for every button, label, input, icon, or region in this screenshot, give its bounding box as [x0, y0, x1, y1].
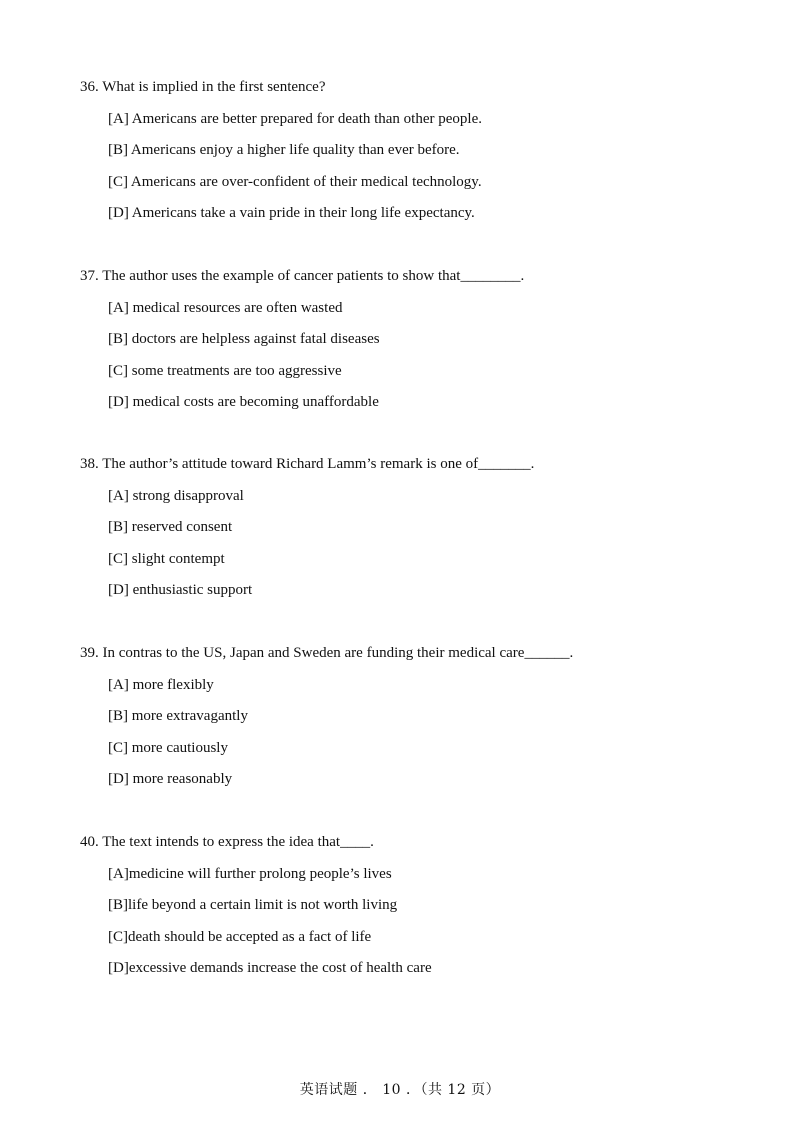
- question-tail: .: [530, 456, 535, 472]
- question-text: In contras to the US, Japan and Sweden are funding their medical care: [102, 645, 525, 661]
- option-list: [80, 298, 760, 413]
- question-38: [80, 454, 760, 600]
- question-stem: [80, 454, 760, 474]
- page-footer: 英语试题 ． 10 ．（共 12 页）: [299, 1082, 501, 1098]
- question-text: The author uses the example of cancer patients to show that: [102, 268, 461, 284]
- answer-blank: _______: [478, 456, 531, 472]
- option-list: [80, 864, 760, 979]
- question-tail: .: [520, 268, 525, 284]
- question-text: The author’s attitude toward Richard Lamm’s remark is one of: [102, 456, 479, 472]
- question-number: 40.: [80, 834, 99, 850]
- option-a: [A] strong disapproval: [108, 487, 244, 504]
- question-stem: [80, 832, 760, 852]
- option-a: [A] Americans are better prepared for death than other people.: [108, 110, 482, 127]
- option-b: [B] reserved consent: [108, 519, 233, 535]
- option-d: [D] medical costs are becoming unaffordable: [108, 394, 379, 410]
- option-b: [B] Americans enjoy a higher life quality than ever before.: [108, 142, 460, 158]
- question-text: What is implied in the first sentence?: [102, 79, 326, 95]
- question-39: [80, 643, 760, 789]
- option-c: [C] Americans are over-confident of their medical technology.: [108, 173, 482, 190]
- question-number: 39.: [80, 645, 99, 661]
- question-37: [80, 266, 760, 412]
- option-c: [C] some treatments are too aggressive: [108, 362, 342, 379]
- question-36: [80, 77, 760, 223]
- question-tail: .: [370, 834, 374, 850]
- question-stem: [80, 77, 760, 97]
- option-b: [B] doctors are helpless against fatal diseases: [108, 331, 380, 347]
- option-b: [B]life beyond a certain limit is not worth living: [108, 897, 398, 913]
- answer-blank: ____: [340, 834, 371, 850]
- question-number: 38.: [80, 456, 99, 472]
- question-stem: [80, 266, 760, 286]
- option-d: [D] Americans take a vain pride in their long life expectancy.: [108, 205, 475, 221]
- option-b: [B] more extravagantly: [108, 708, 248, 724]
- option-c: [C]death should be accepted as a fact of life: [108, 928, 372, 945]
- option-a: [A] more flexibly: [108, 676, 214, 693]
- option-a: [A]medicine will further prolong people’s lives: [108, 865, 392, 882]
- question-stem: [80, 643, 760, 663]
- answer-blank: ________: [460, 268, 521, 284]
- answer-blank: ______: [524, 645, 570, 661]
- option-d: [D] more reasonably: [108, 771, 233, 787]
- option-a: [A] medical resources are often wasted: [108, 299, 343, 316]
- question-number: 36.: [80, 79, 99, 95]
- option-d: [D]excessive demands increase the cost of health care: [108, 960, 432, 976]
- option-list: [80, 486, 760, 601]
- option-list: [80, 109, 760, 224]
- question-number: 37.: [80, 268, 99, 284]
- question-40: [80, 832, 760, 978]
- option-c: [C] more cautiously: [108, 739, 228, 756]
- option-d: [D] enthusiastic support: [108, 582, 253, 598]
- question-text: The text intends to express the idea that: [102, 834, 341, 850]
- option-list: [80, 675, 760, 790]
- question-tail: .: [569, 645, 574, 661]
- option-c: [C] slight contempt: [108, 550, 225, 567]
